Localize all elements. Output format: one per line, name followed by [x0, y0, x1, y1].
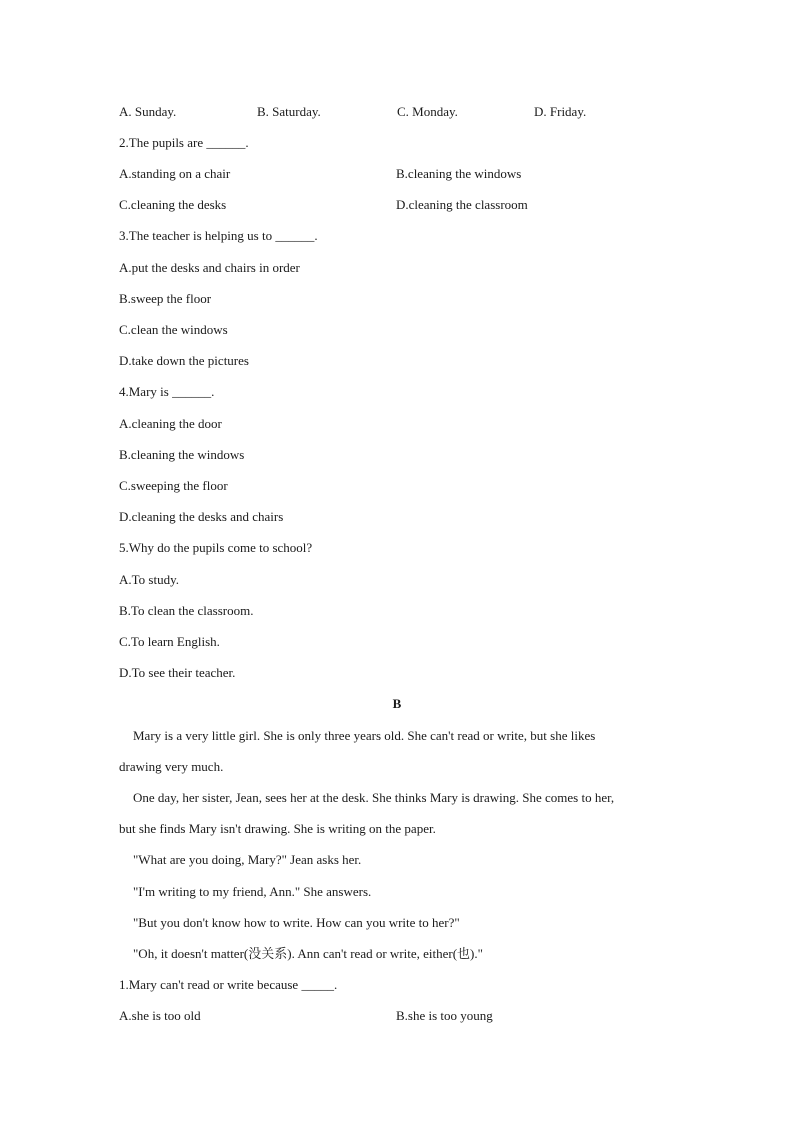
q2-option-b: B.cleaning the windows — [396, 166, 522, 181]
b-q1-option-b: B.she is too young — [396, 1008, 493, 1023]
q5-option-d: D.To see their teacher. — [119, 665, 236, 680]
q1-option-b: B. Saturday. — [257, 104, 321, 119]
passage-line: "I'm writing to my friend, Ann." She answers. — [133, 884, 372, 899]
passage-line: "What are you doing, Mary?" Jean asks her. — [133, 852, 362, 867]
b-q1-question: 1.Mary can't read or write because _____. — [119, 977, 338, 992]
section-b-heading: B — [392, 696, 402, 711]
passage-line: "Oh, it doesn't matter(没关系). Ann can't read or write, either(也)." — [133, 946, 483, 961]
q3-option-c: C.clean the windows — [119, 322, 228, 337]
b-q1-options — [119, 1008, 719, 1024]
q4-option-a: A.cleaning the door — [119, 416, 222, 431]
q2-option-a: A.standing on a chair — [119, 166, 231, 181]
passage-line: One day, her sister, Jean, sees her at the desk. She thinks Mary is drawing. She comes to her, — [133, 790, 615, 805]
q1-option-a: A. Sunday. — [119, 104, 177, 119]
q3-option-d: D.take down the pictures — [119, 353, 249, 368]
passage-line: drawing very much. — [119, 759, 224, 774]
q1-options — [119, 104, 719, 120]
q3-option-b: B.sweep the floor — [119, 291, 212, 306]
q1-option-c: C. Monday. — [397, 104, 458, 119]
q2-options-row1 — [119, 166, 719, 182]
q4-question: 4.Mary is ______. — [119, 384, 215, 399]
q4-option-b: B.cleaning the windows — [119, 447, 245, 462]
b-q1-option-a: A.she is too old — [119, 1008, 201, 1023]
q3-option-a: A.put the desks and chairs in order — [119, 260, 300, 275]
passage-line: Mary is a very little girl. She is only three years old. She can't read or write, but she likes — [133, 728, 596, 743]
passage-line: but she finds Mary isn't drawing. She is writing on the paper. — [119, 821, 436, 836]
q2-option-d: D.cleaning the classroom — [396, 197, 528, 212]
q2-question: 2.The pupils are ______. — [119, 135, 249, 150]
q5-option-b: B.To clean the classroom. — [119, 603, 254, 618]
passage-line: "But you don't know how to write. How can you write to her?" — [133, 915, 460, 930]
q2-options-row2 — [119, 197, 719, 213]
q5-option-a: A.To study. — [119, 572, 179, 587]
q4-option-d: D.cleaning the desks and chairs — [119, 509, 284, 524]
q1-option-d: D. Friday. — [534, 104, 587, 119]
q5-option-c: C.To learn English. — [119, 634, 220, 649]
q3-question: 3.The teacher is helping us to ______. — [119, 228, 318, 243]
q2-option-c: C.cleaning the desks — [119, 197, 227, 212]
q5-question: 5.Why do the pupils come to school? — [119, 540, 313, 555]
q4-option-c: C.sweeping the floor — [119, 478, 228, 493]
